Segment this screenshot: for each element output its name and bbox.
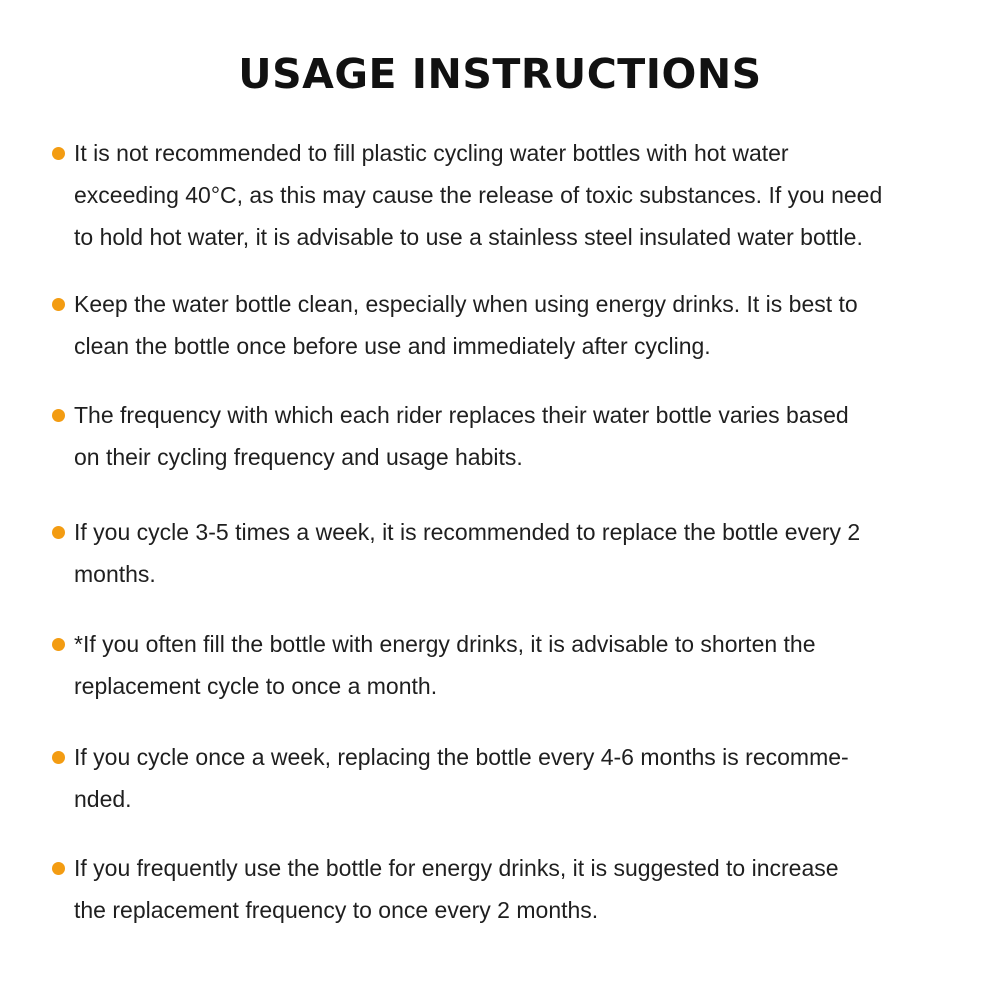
bullet-dot-icon [52,147,65,160]
list-item-text [74,283,954,367]
list-item-text [74,847,954,931]
text-line: clean the bottle once before use and immediately after cycling. [74,333,711,359]
list-item-text [74,511,954,595]
text-line: nded. [74,786,132,812]
text-line: It is not recommended to fill plastic cycling water bottles with hot water [74,140,789,166]
list-item-text [74,736,954,820]
bullet-dot-icon [52,298,65,311]
text-line: If you cycle once a week, replacing the bottle every 4-6 months is recomme- [74,744,849,770]
list-item-text [74,394,954,478]
text-line: *If you often fill the bottle with energy drinks, it is advisable to shorten the [74,631,816,657]
text-line: The frequency with which each rider replaces their water bottle varies based [74,402,849,428]
text-line: exceeding 40°C, as this may cause the release of toxic substances. If you need [74,182,883,208]
text-line: If you cycle 3-5 times a week, it is recommended to replace the bottle every 2 [74,519,861,545]
bullet-dot-icon [52,638,65,651]
list-item-text [74,623,954,707]
bullet-dot-icon [52,526,65,539]
list-item-text [74,132,954,258]
text-line: on their cycling frequency and usage habits. [74,444,523,470]
text-line: months. [74,561,156,587]
bullet-dot-icon [52,862,65,875]
text-line: Keep the water bottle clean, especially when using energy drinks. It is best to [74,291,858,317]
text-line: the replacement frequency to once every 2 months. [74,897,599,923]
page-title: USAGE INSTRUCTIONS [238,50,762,98]
text-line: replacement cycle to once a month. [74,673,438,699]
bullet-dot-icon [52,751,65,764]
bullet-dot-icon [52,409,65,422]
text-line: If you frequently use the bottle for energy drinks, it is suggested to increase [74,855,839,881]
text-line: to hold hot water, it is advisable to use a stainless steel insulated water bottle. [74,224,863,250]
